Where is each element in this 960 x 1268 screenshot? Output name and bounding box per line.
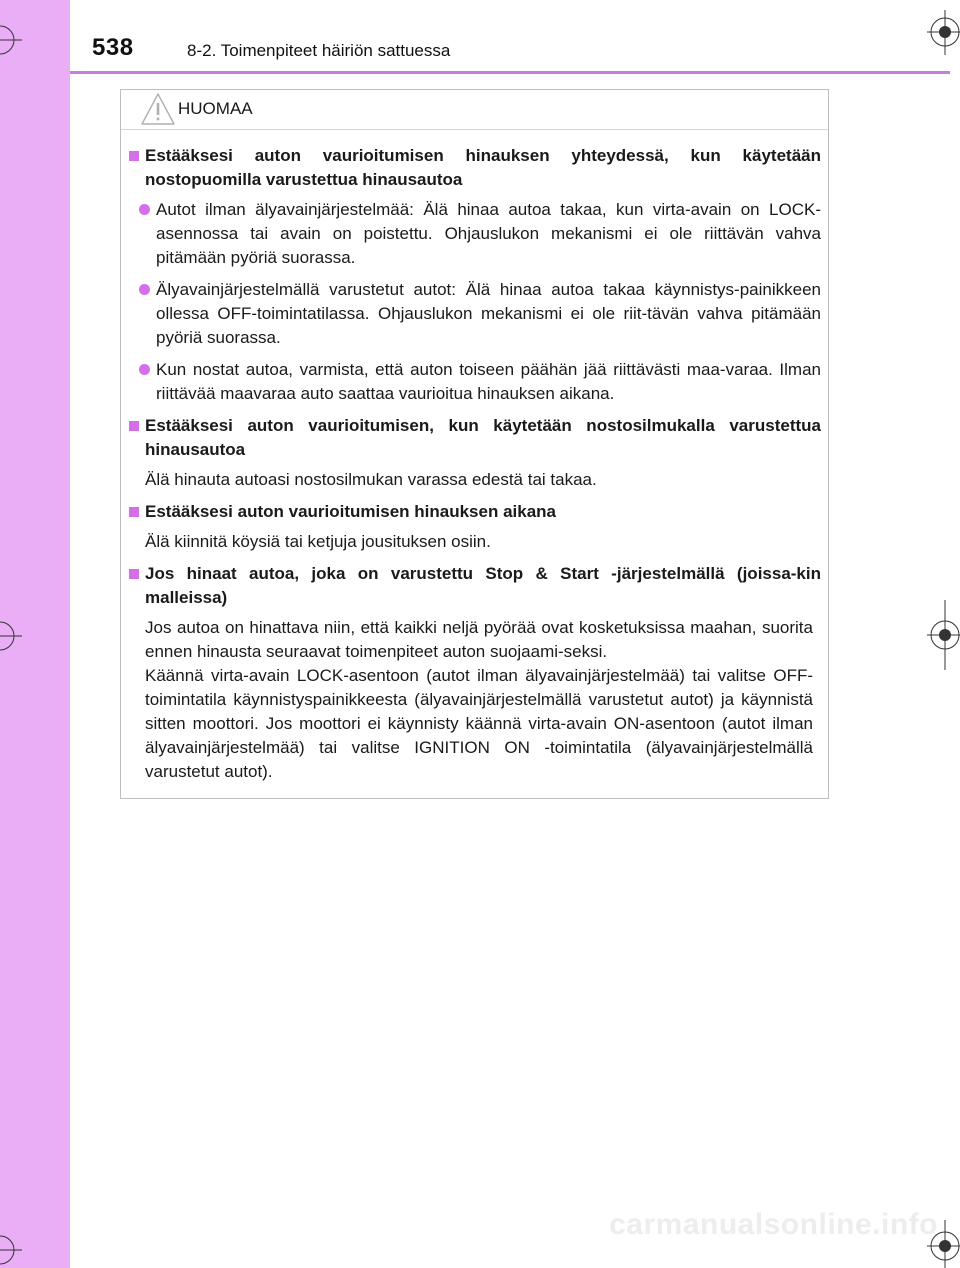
notice-section — [129, 414, 821, 492]
section-heading: Jos hinaat autoa, joka on varustettu Stop & Start -järjestelmällä (joissa-kin malleissa) — [129, 562, 821, 610]
notice-box — [120, 89, 829, 799]
circle-bullet-icon — [139, 364, 150, 375]
square-bullet-icon — [129, 421, 139, 431]
crop-mark-mid-right — [925, 600, 960, 670]
circle-bullet-icon — [139, 204, 150, 215]
square-bullet-icon — [129, 151, 139, 161]
notice-content — [121, 130, 828, 784]
watermark: carmanualsonline.info — [609, 1208, 938, 1241]
notice-header — [121, 90, 828, 130]
notice-section — [129, 562, 821, 784]
section-text: Älä hinauta autoasi nostosilmukan varassa edestä tai takaa. — [145, 470, 597, 489]
circle-bullet-icon — [139, 284, 150, 295]
header-rule — [70, 71, 950, 74]
list-item: Autot ilman älyavainjärjestelmää: Älä hinaa autoa takaa, kun virta-avain on LOCK-asennossa tai avain on poistettu. Ohjauslukon mekanismi ei ole riittävän vahva pitämään pyöriä suorassa. — [139, 198, 821, 270]
square-bullet-icon — [129, 507, 139, 517]
crop-mark-top-right — [925, 10, 960, 55]
crop-mark-bottom-left — [0, 1232, 24, 1268]
list-item: Älyavainjärjestelmällä varustetut autot: Älä hinaa autoa takaa käynnistys-painikkeen ollessa OFF-toimintatilassa. Ohjauslukon mekanismi ei ole riit-tävän vahva pitämään pyöriä suorassa. — [139, 278, 821, 350]
warning-triangle-icon — [140, 92, 176, 131]
notice-section — [129, 500, 821, 554]
section-text: Jos autoa on hinattava niin, että kaikki neljä pyörää ovat kosketuksissa maahan, suorita ennen hinausta seuraavat toimenpiteet auton suojaami-seksi. — [145, 618, 813, 661]
list-item: Kun nostat autoa, varmista, että auton toiseen päähän jää riittävästi maa-varaa. Ilman riittävää maavaraa auto saattaa vaurioitua hinauksen aikana. — [139, 358, 821, 406]
notice-section — [129, 144, 821, 406]
section-heading: Estääksesi auton vaurioitumisen hinauksen yhteydessä, kun käytetään nostopuomilla varustettua hinausautoa — [129, 144, 821, 192]
page-number: 538 — [92, 34, 134, 61]
crop-mark-top-left — [0, 22, 24, 58]
section-text: Käännä virta-avain LOCK-asentoon (autot ilman älyavainjärjestelmää) tai valitse OFF-toimintatila käynnistyspainikkeesta (älyavainjärjestelmällä varustetut autot) ja käynnistä sitten moottori. Jos moottori ei käynnisty käännä virta-avain ON-asentoon (autot ilman älyavainjärjestelmää) tai valitse IGNITION ON -toimintatila (älyavainjärjestelmällä varustetut autot). — [145, 666, 813, 781]
section-text: Älä kiinnitä köysiä tai ketjuja jousituksen osiin. — [145, 532, 491, 551]
section-heading: Estääksesi auton vaurioitumisen hinauksen aikana — [129, 500, 821, 524]
section-heading: Estääksesi auton vaurioitumisen, kun käytetään nostosilmukalla varustettua hinausautoa — [129, 414, 821, 462]
crop-mark-mid-left — [0, 616, 24, 656]
square-bullet-icon — [129, 569, 139, 579]
notice-title: HUOMAA — [178, 99, 253, 118]
running-head: 8-2. Toimenpiteet häiriön sattuessa — [187, 41, 451, 60]
